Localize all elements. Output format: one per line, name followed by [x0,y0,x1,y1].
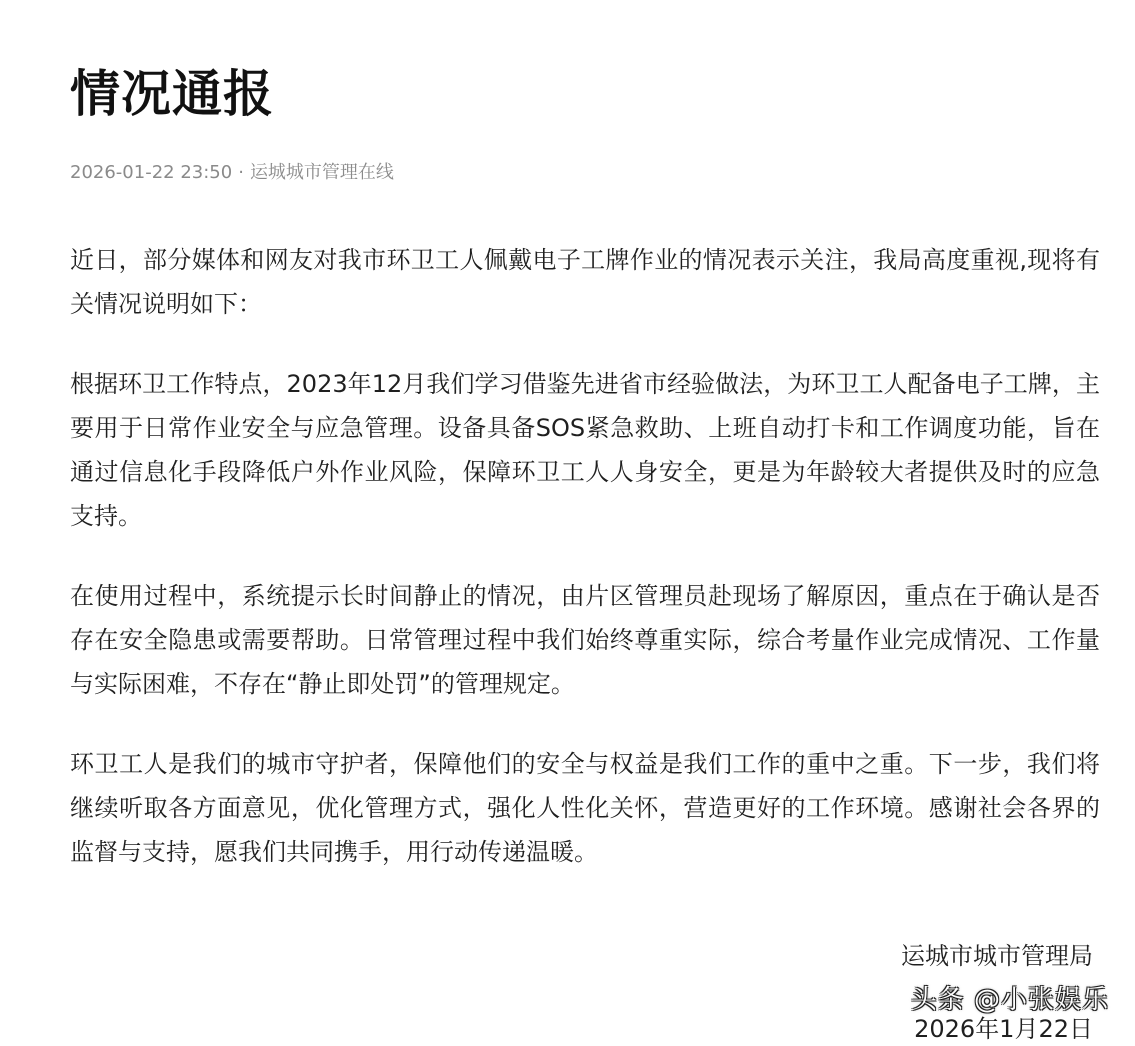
publish-datetime: 2026-01-22 23:50 [70,162,233,183]
paragraph-4: 环卫工人是我们的城市守护者，保障他们的安全与权益是我们工作的重中之重。下一步，我们将继续听取各方面意见，优化管理方式，强化人性化关怀，营造更好的工作环境。感谢社会各界的监督与支持，愿我们共同携手，用行动传递温暖。 [70,750,1100,866]
article-title: 情况通报 [70,65,274,123]
signature-issuer: 运城市城市管理局 [901,942,1093,970]
article-body [70,238,1100,910]
paragraph-3: 在使用过程中，系统提示长时间静止的情况，由片区管理员赴现场了解原因，重点在于确认是否存在安全隐患或需要帮助。日常管理过程中我们始终尊重实际，综合考量作业完成情况、工作量与实际困难，不存在“静止即处罚”的管理规定。 [70,582,1100,698]
meta-separator: · [238,162,244,183]
signature-date: 2026年1月22日 [914,1015,1093,1043]
publisher-source[interactable]: 运城城市管理在线 [249,162,394,183]
article-meta [70,160,394,186]
watermark: 头条 @小张娱乐 [910,985,1109,1015]
paragraph-2: 根据环卫工作特点，2023年12月我们学习借鉴先进省市经验做法，为环卫工人配备电子工牌，主要用于日常作业安全与应急管理。设备具备SOS紧急救助、上班自动打卡和工作调度功能，旨在通过信息化手段降低户外作业风险，保障环卫工人人身安全，更是为年龄较大者提供及时的应急支持。 [70,370,1100,530]
paragraph-1: 近日，部分媒体和网友对我市环卫工人佩戴电子工牌作业的情况表示关注，我局高度重视,现将有关情况说明如下： [70,246,1100,318]
